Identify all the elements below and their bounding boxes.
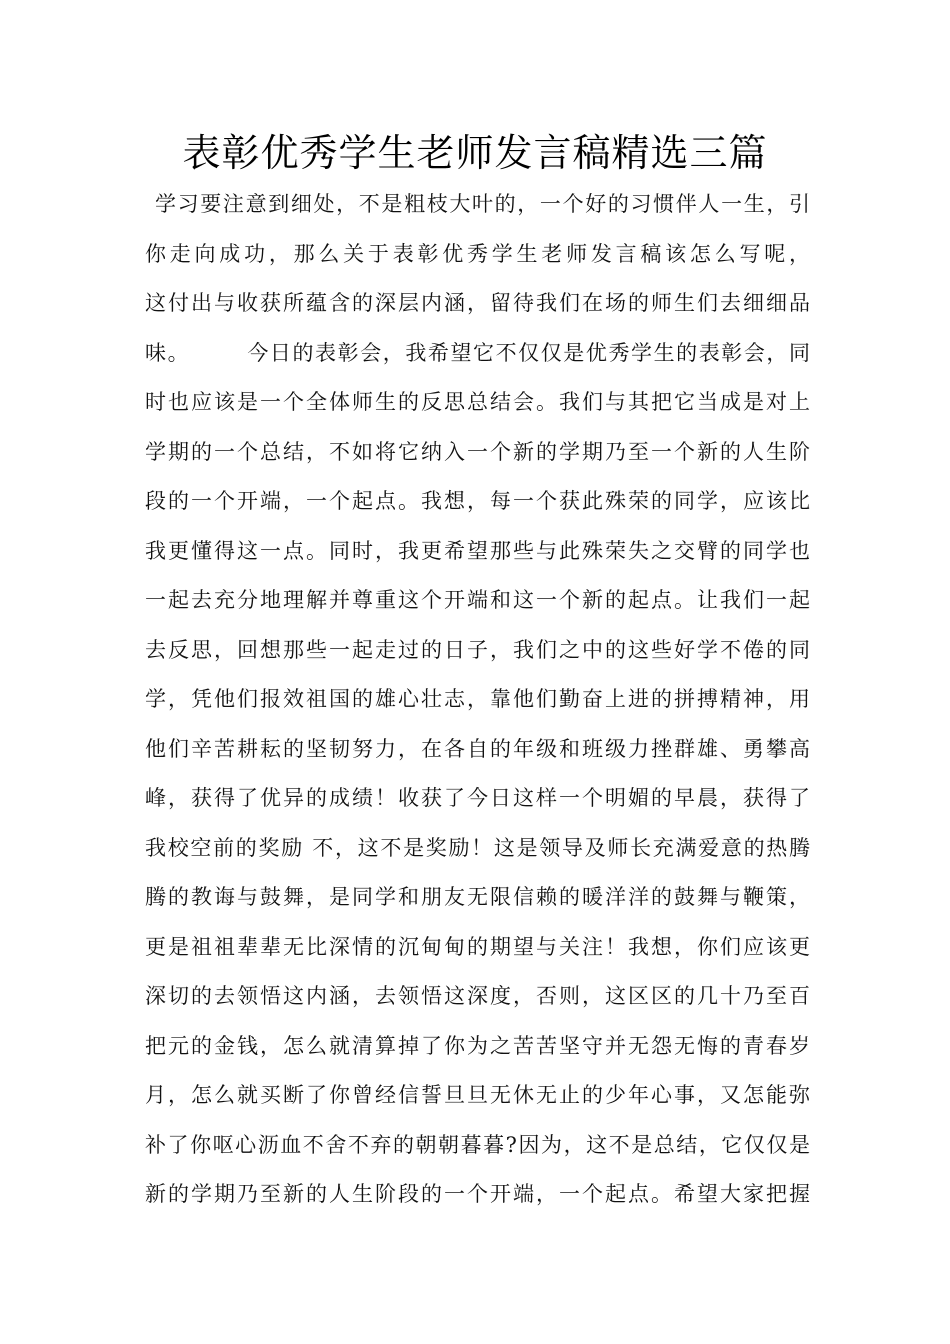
body-line: 时也应该是一个全体师生的反思总结会。我们与其把它当成是对上	[145, 390, 810, 414]
body-line: 更是祖祖辈辈无比深情的沉甸甸的期望与关注！我想，你们应该更	[145, 934, 810, 959]
body-line: 学，凭他们报效祖国的雄心壮志，靠他们勤奋上进的拼搏精神，用	[145, 687, 810, 711]
body-line: 我更懂得这一点。同时，我更希望那些与此殊荣失之交臂的同学也	[145, 538, 810, 563]
body-line: 一起去充分地理解并尊重这个开端和这一个新的起点。让我们一起	[145, 588, 810, 612]
body-line: 深切的去领悟这内涵，去领悟这深度，否则，这区区的几十乃至百	[145, 984, 810, 1008]
body-line: 去反思，回想那些一起走过的日子，我们之中的这些好学不倦的同	[145, 637, 810, 662]
body-line: 你走向成功，那么关于表彰优秀学生老师发言稿该怎么写呢，	[145, 241, 810, 266]
body-line: 补了你呕心沥血不舍不弃的朝朝暮暮?因为，这不是总结，它仅仅是	[145, 1132, 810, 1157]
body-line: 我校空前的奖励 不，这不是奖励！这是领导及师长充满爱意的热腾	[145, 835, 810, 860]
body-line: 味。 今日的表彰会，我希望它不仅仅是优秀学生的表彰会，同	[145, 340, 810, 365]
body-line: 把元的金钱，怎么就清算掉了你为之苦苦坚守并无怨无悔的青春岁	[145, 1033, 810, 1058]
document-body	[145, 180, 810, 1220]
body-line: 学习要注意到细处，不是粗枝大叶的，一个好的习惯伴人一生，引	[155, 192, 810, 216]
body-line: 腾的教诲与鼓舞，是同学和朋友无限信赖的暖洋洋的鼓舞与鞭策，	[145, 885, 810, 909]
body-line: 月，怎么就买断了你曾经信誓旦旦无休无止的少年心事，又怎能弥	[145, 1083, 810, 1107]
body-line: 峰，获得了优异的成绩！收获了今日这样一个明媚的早晨，获得了	[145, 786, 810, 810]
body-line: 学期的一个总结，不如将它纳入一个新的学期乃至一个新的人生阶	[145, 439, 810, 464]
body-line: 他们辛苦耕耘的坚韧努力，在各自的年级和班级力挫群雄、勇攀高	[145, 736, 810, 761]
body-line: 新的学期乃至新的人生阶段的一个开端，一个起点。希望大家把握	[145, 1182, 810, 1206]
document-title: 表彰优秀学生老师发言稿精选三篇	[182, 131, 768, 175]
body-line: 段的一个开端，一个起点。我想，每一个获此殊荣的同学，应该比	[145, 489, 810, 513]
body-line: 这付出与收获所蕴含的深层内涵，留待我们在场的师生们去细细品	[145, 291, 810, 315]
